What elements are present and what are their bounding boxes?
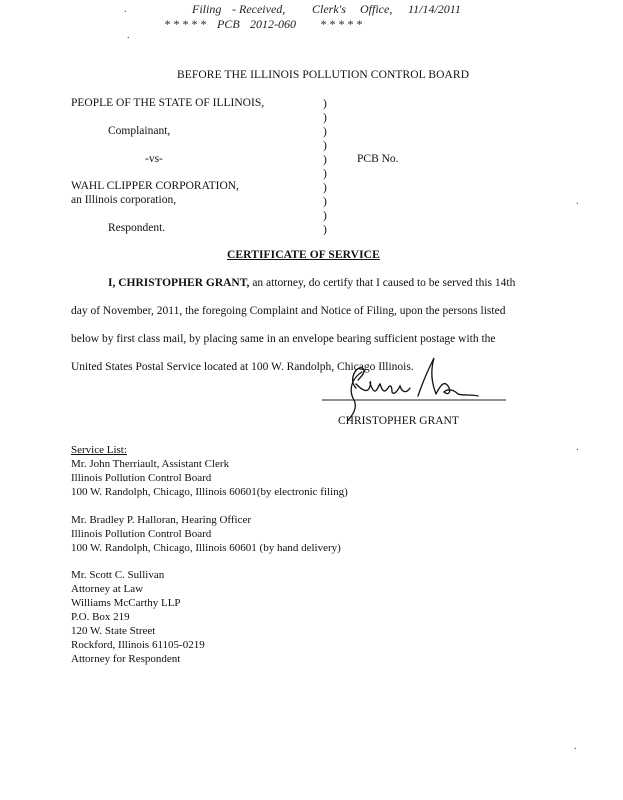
- stamp-clerks: Clerk's: [312, 2, 346, 16]
- scan-speck: .: [576, 196, 579, 207]
- body-line-3: below by first class mail, by placing same in an envelope bearing sufficient postage with the: [71, 333, 496, 345]
- stamp-stars-right: * * * * *: [320, 17, 362, 31]
- stamp-office: Office,: [360, 2, 393, 16]
- body-line-2: day of November, 2011, the foregoing Complaint and Notice of Filing, upon the persons listed: [71, 305, 506, 317]
- scan-speck: .: [127, 30, 130, 41]
- stamp-pcb: PCB: [217, 17, 240, 31]
- body-line-1: I, CHRISTOPHER GRANT, an attorney, do certify that I caused to be served this 14th: [108, 277, 516, 289]
- signature-stroke-2: [418, 358, 478, 396]
- defendant-description: an Illinois corporation,: [71, 194, 177, 206]
- defendant-role: Respondent.: [108, 222, 166, 234]
- board-title: BEFORE THE ILLINOIS POLLUTION CONTROL BOARD: [177, 69, 470, 81]
- scan-speck: .: [576, 442, 579, 453]
- stamp-stars-left: * * * * *: [164, 17, 206, 31]
- case-number-label: PCB No.: [357, 153, 399, 165]
- signatory-name: CHRISTOPHER GRANT: [338, 415, 459, 427]
- body-line-4: United States Postal Service located at 100 W. Randolph, Chicago Illinois.: [71, 361, 414, 373]
- service-recipient-3: Mr. Scott C. Sullivan Attorney at Law Williams McCarthy LLP P.O. Box 219 120 W. State Street Rockford, Illinois 61105-0219 Attorney for Respondent: [71, 569, 205, 665]
- stamp-date: 11/14/2011: [408, 2, 461, 16]
- service-recipient-1: Mr. John Therriault, Assistant Clerk Illinois Pollution Control Board 100 W. Randolph, Chicago, Illinois 60601(by electronic filing): [71, 458, 348, 498]
- plaintiff-name: PEOPLE OF THE STATE OF ILLINOIS,: [71, 97, 265, 109]
- stamp-filing: Filing: [192, 2, 222, 16]
- service-list-heading: Service List:: [71, 444, 127, 456]
- versus: -vs-: [145, 153, 163, 165]
- stamp-number: 2012-060: [250, 17, 296, 31]
- signature-drawing: [318, 350, 508, 425]
- plaintiff-role: Complainant,: [108, 125, 171, 137]
- attorney-name: I, CHRISTOPHER GRANT,: [108, 277, 250, 289]
- defendant-name: WAHL CLIPPER CORPORATION,: [71, 180, 239, 192]
- service-recipient-2: Mr. Bradley P. Halloran, Hearing Officer Illinois Pollution Control Board 100 W. Randolph, Chicago, Illinois 60601 (by hand delivery): [71, 514, 341, 554]
- stamp-received: - Received,: [232, 2, 286, 16]
- scan-speck: .: [124, 4, 127, 15]
- scan-speck: .: [574, 741, 577, 752]
- certificate-title: CERTIFICATE OF SERVICE: [227, 249, 380, 261]
- caption-bracket: ) ) ) ) ) ) ) ) ) ): [323, 98, 327, 236]
- signature-stroke-1: [348, 368, 410, 420]
